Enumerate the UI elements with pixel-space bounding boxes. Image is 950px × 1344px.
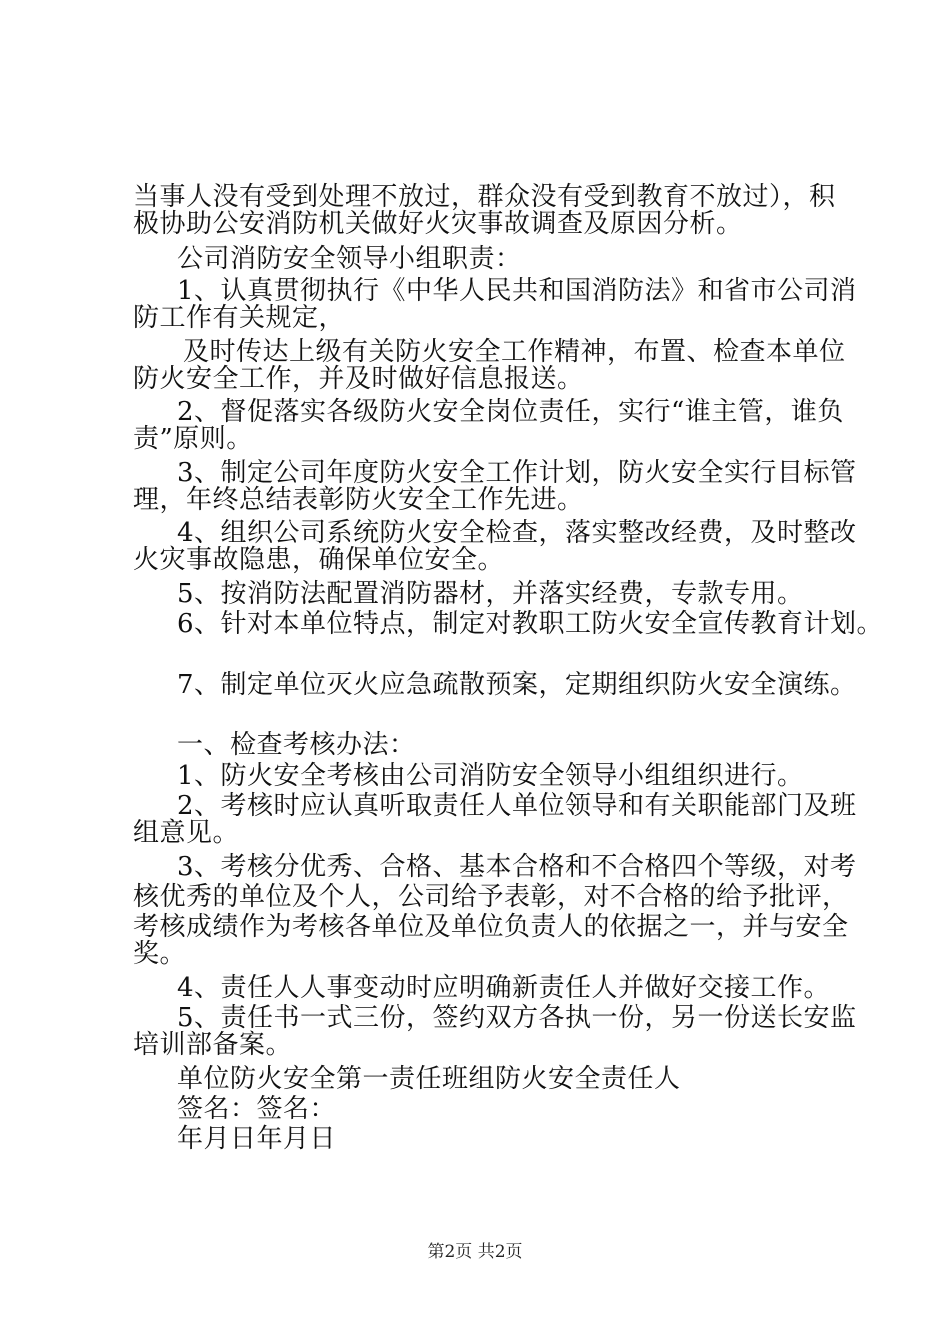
text-line: 2、督促落实各级防火安全岗位责任，实行“谁主管，谁负	[177, 397, 844, 427]
text-line: 1、防火安全考核由公司消防安全领导小组组织进行。	[177, 761, 804, 791]
text-line: 公司消防安全领导小组职责：	[177, 244, 522, 274]
text-line: 考核成绩作为考核各单位及单位负责人的依据之一，并与安全	[133, 912, 849, 942]
text-line: 及时传达上级有关防火安全工作精神，布置、检查本单位	[183, 337, 846, 367]
text-line: 3、考核分优秀、合格、基本合格和不合格四个等级，对考	[177, 852, 857, 882]
text-line: 4、组织公司系统防火安全检查，落实整改经费，及时整改	[177, 518, 857, 548]
text-line: 理，年终总结表彰防火安全工作先进。	[133, 485, 584, 515]
text-line: 5、责任书一式三份，签约双方各执一份，另一份送长安监	[177, 1003, 857, 1033]
text-line: 7、制定单位灭火应急疏散预案，定期组织防火安全演练。	[177, 670, 857, 700]
section-heading: 一、检查考核办法：	[177, 730, 416, 760]
text-line: 当事人没有受到处理不放过，群众没有受到教育不放过），积	[133, 182, 836, 212]
text-line: 核优秀的单位及个人，公司给予表彰，对不合格的给予批评，	[133, 882, 849, 912]
text-line: 组意见。	[133, 818, 240, 848]
page-footer: 第2页 共2页	[427, 1242, 523, 1262]
signature-date-line: 年月日年月日	[177, 1124, 337, 1154]
text-line: 2、考核时应认真听取责任人单位领导和有关职能部门及班	[177, 791, 857, 821]
signature-line: 单位防火安全第一责任班组防火安全责任人	[177, 1064, 681, 1094]
text-line: 责”原则。	[133, 424, 253, 454]
signature-name-line: 签名：签名：	[177, 1094, 337, 1124]
text-line: 4、责任人人事变动时应明确新责任人并做好交接工作。	[177, 973, 831, 1003]
text-line: 培训部备案。	[133, 1030, 293, 1060]
text-line: 5、按消防法配置消防器材，并落实经费，专款专用。	[177, 579, 804, 609]
text-line: 6、针对本单位特点，制定对教职工防火安全宣传教育计划。	[177, 609, 884, 639]
text-line: 防火安全工作，并及时做好信息报送。	[133, 364, 584, 394]
text-line: 奖。	[133, 939, 187, 969]
text-line: 极协助公安消防机关做好火灾事故调查及原因分析。	[133, 209, 743, 239]
text-line: 防工作有关规定，	[133, 303, 346, 333]
text-line: 1、认真贯彻执行《中华人民共和国消防法》和省市公司消	[177, 276, 857, 306]
text-line: 3、制定公司年度防火安全工作计划，防火安全实行目标管	[177, 458, 857, 488]
text-line: 火灾事故隐患，确保单位安全。	[133, 545, 505, 575]
